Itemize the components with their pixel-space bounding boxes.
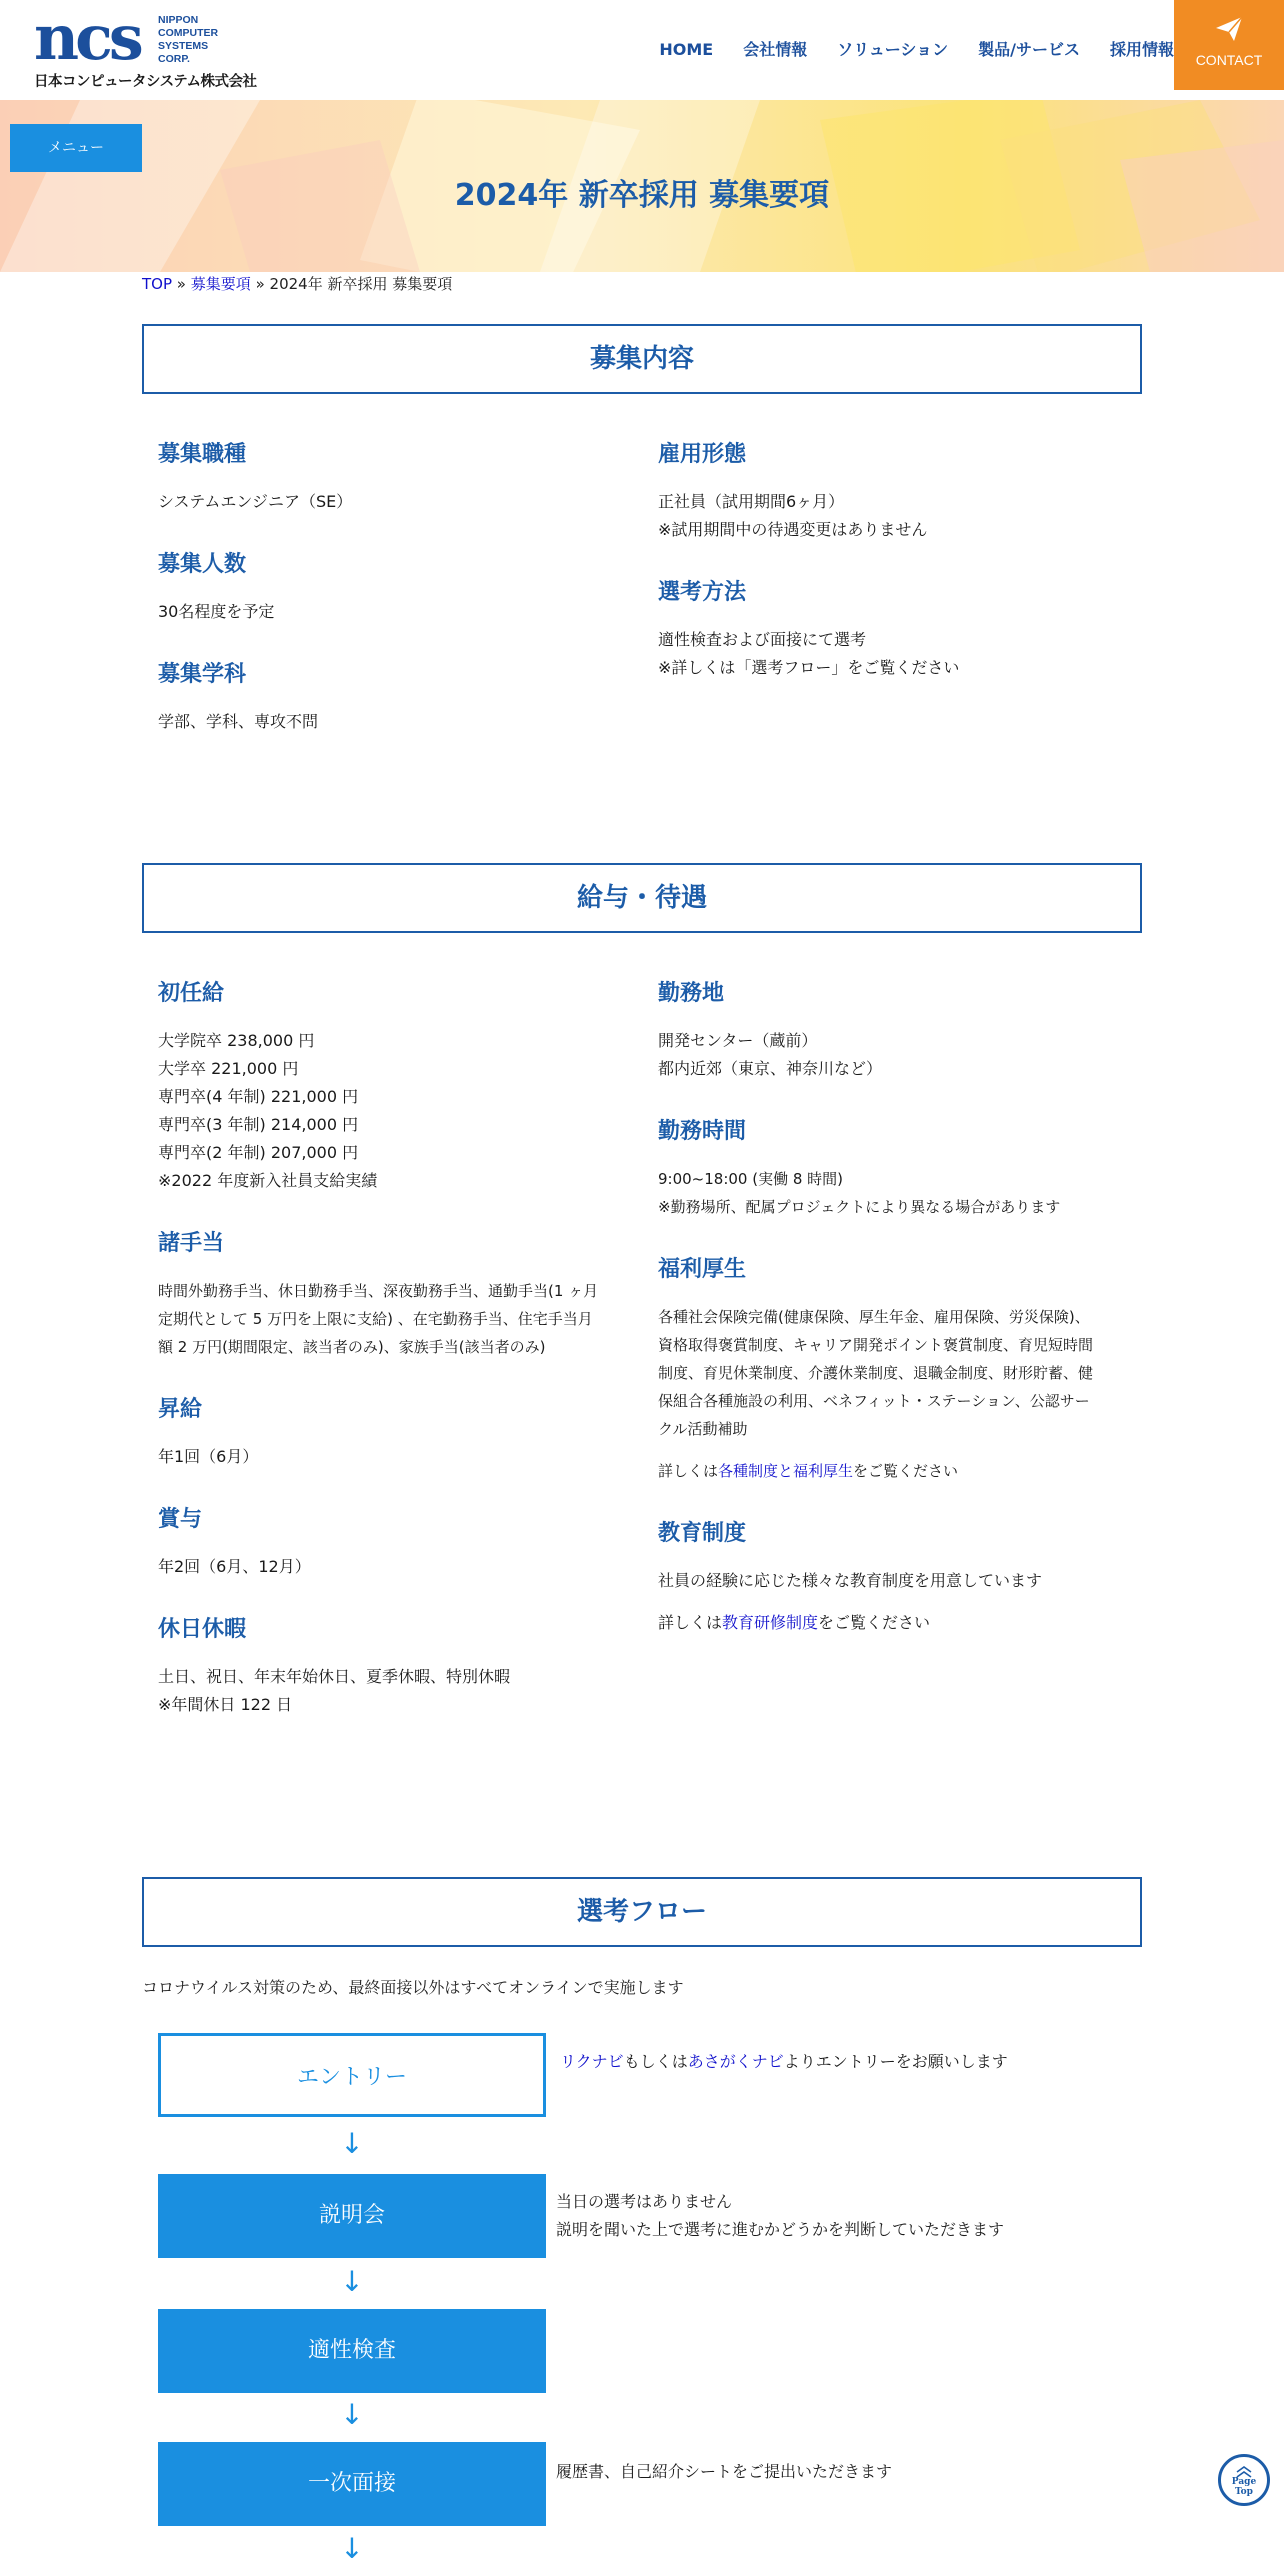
item-title: 勤務時間 [658,1119,747,1144]
page-top-label-line: Page [1231,2477,1257,2487]
item-line: 時間外勤務手当、休日勤務手当、深夜勤務手当、通勤手当(1 ヶ月 [158,1282,599,1300]
breadcrumb-top[interactable]: TOP [142,275,173,293]
item-body [158,598,638,626]
logo-english-name [158,14,218,66]
item-body [658,626,1138,682]
flow-desc-first-interview [556,2458,892,2486]
salary-item [158,1615,638,1719]
recruit-item [658,578,1138,682]
breadcrumb-separator: » [176,275,186,293]
nav-recruit[interactable]: 採用情報 [1109,40,1174,59]
item-line: 年1回（6月） [158,1447,259,1466]
more-info-line [658,1457,1148,1485]
nav-home[interactable]: HOME [659,40,714,59]
flow-desc-entry [560,2048,1008,2076]
item-body [658,1027,1148,1083]
item-body [158,1443,638,1471]
more-prefix: 詳しくは [658,1462,719,1480]
item-line: 専門卒(4 年制) 221,000 円 [158,1087,359,1106]
item-title: 賞与 [158,1507,203,1532]
flow-desc-line: 説明を聞いた上で選考に進むかどうかを判断していただきます [556,2220,1005,2239]
section-heading-flow: 選考フロー [142,1877,1142,1947]
item-title: 休日休暇 [158,1617,247,1642]
item-title: 初任給 [158,981,225,1006]
item-line: 土日、祝日、年末年始休日、夏季休暇、特別休暇 [158,1667,511,1686]
flow-arrow-icon: ↓ [340,2532,364,2565]
nav-solution[interactable]: ソリューション [837,40,949,59]
item-title: 募集学科 [158,662,247,687]
salary-right-column [658,979,1148,1671]
item-title: 教育制度 [658,1521,747,1546]
flow-arrow-icon: ↓ [340,2398,364,2431]
item-line: 額 2 万円(期間限定、該当者のみ)、家族手当(該当者のみ) [158,1338,546,1356]
item-line: 年2回（6月、12月） [158,1557,311,1576]
flow-desc-line: 当日の選考はありません [556,2192,733,2211]
global-nav [629,0,1174,100]
salary-item [158,1395,638,1471]
menu-button[interactable]: メニュー [10,124,142,172]
item-title: 勤務地 [658,981,725,1006]
salary-item [658,979,1148,1083]
item-line: 保組合各種施設の利用、ベネフィット・ステーション、公認サー [658,1392,1090,1410]
item-line: 開発センター（蔵前） [658,1031,818,1050]
item-line: 定期代として 5 万円を上限に支給) 、在宅勤務手当、住宅手当月 [158,1310,593,1328]
breadcrumb-separator: » [255,275,265,293]
training-link[interactable]: 教育研修制度 [722,1613,819,1632]
contact-button[interactable] [1174,0,1284,90]
flow-step-first-interview: 一次面接 [158,2442,546,2526]
welfare-link[interactable]: 各種制度と福利厚生 [718,1462,854,1480]
item-line: ※年間休日 122 日 [158,1695,293,1714]
recruit-left-column [158,440,638,770]
salary-item [158,979,638,1195]
item-line: 適性検査および面接にて選考 [658,630,867,649]
salary-item [658,1117,1148,1221]
item-body [658,488,1138,544]
flow-step-briefing: 説明会 [158,2174,546,2258]
salary-item [658,1255,1148,1485]
item-body [658,1567,1148,1637]
item-line: 正社員（試用期間6ヶ月） [658,492,845,511]
item-title: 募集職種 [158,442,247,467]
company-logo[interactable] [34,1,257,90]
recruit-item [658,440,1138,544]
breadcrumb [142,274,452,294]
item-body [158,1663,638,1719]
item-line: ※詳しくは「選考フロー」をご覧ください [658,658,960,677]
item-line: 9:00~18:00 (実働 8 時間) [658,1170,844,1188]
more-suffix: をご覧ください [853,1462,959,1480]
breadcrumb-recruit[interactable]: 募集要項 [190,275,251,293]
asagaku-navi-link[interactable]: あさがくナビ [687,2052,784,2071]
section-heading-salary: 給与・待遇 [142,863,1142,933]
item-body [658,1303,1148,1485]
nav-company[interactable]: 会社情報 [743,40,808,59]
item-body [158,1553,638,1581]
item-line: 制度、育児休業制度、介護休業制度、退職金制度、財形貯蓄、健 [658,1364,1094,1382]
paper-plane-icon [1214,14,1244,44]
item-line: 専門卒(2 年制) 207,000 円 [158,1143,359,1162]
logo-mark: ncs [34,1,140,74]
page-top-label-line: Top [1235,2487,1253,2497]
breadcrumb-current: 2024年 新卒採用 募集要項 [269,275,453,293]
item-line: 各種社会保険完備(健康保険、厚生年金、雇用保険、労災保険)、 [658,1308,1090,1326]
salary-item [658,1519,1148,1637]
item-line: 都内近郊（東京、神奈川など） [658,1059,883,1078]
flow-intro: コロナウイルス対策のため、最終面接以外はすべてオンラインで実施します [142,1978,684,1997]
more-prefix: 詳しくは [658,1613,723,1632]
flow-arrow-icon: ↓ [340,2127,364,2160]
salary-item [158,1229,638,1361]
section-heading-recruit: 募集内容 [142,324,1142,394]
flow-arrow-icon: ↓ [340,2265,364,2298]
rikunabi-link[interactable]: リクナビ [560,2052,624,2071]
logo-eng-line: SYSTEMS [158,40,209,52]
item-body [158,1027,638,1195]
item-title: 募集人数 [158,552,247,577]
logo-japanese-name: 日本コンピュータシステム株式会社 [34,74,257,90]
salary-item [158,1505,638,1581]
item-title: 雇用形態 [658,442,747,467]
item-line: 資格取得褒賞制度、キャリア開発ポイント褒賞制度、育児短時間 [658,1336,1094,1354]
recruit-item [158,440,638,516]
page-top-label [1221,2477,1267,2497]
item-line: 専門卒(3 年制) 214,000 円 [158,1115,359,1134]
item-line: 大学院卒 238,000 円 [158,1031,315,1050]
flow-desc-text: もしくは [623,2052,688,2071]
site-header [0,0,1284,100]
recruit-item [158,660,638,736]
flow-desc-line: 履歴書、自己紹介シートをご提出いただきます [556,2462,893,2481]
flow-step-aptitude-test: 適性検査 [158,2309,546,2393]
more-suffix: をご覧ください [818,1613,931,1632]
item-line: クル活動補助 [658,1420,748,1438]
flow-desc-briefing [556,2188,1004,2244]
item-line: 学部、学科、専攻不問 [158,712,319,731]
logo-eng-line: NIPPON [158,14,199,26]
item-line: システムエンジニア（SE） [158,492,353,511]
flow-desc-text: よりエントリーをお願いします [783,2052,1008,2071]
item-line: 社員の経験に応じた様々な教育制度を用意しています [658,1571,1043,1590]
item-line: ※2022 年度新入社員支給実績 [158,1171,378,1190]
item-line: 大学卒 221,000 円 [158,1059,299,1078]
salary-left-column [158,979,638,1753]
hero-banner [0,100,1284,272]
page-title: 2024年 新卒採用 募集要項 [454,178,830,213]
item-body [658,1165,1148,1221]
item-body [158,1277,638,1361]
item-body [158,708,638,736]
item-title: 諸手当 [158,1231,225,1256]
page-top-button[interactable] [1218,2454,1270,2506]
item-title: 選考方法 [658,580,747,605]
item-line: 30名程度を予定 [158,602,275,621]
item-body [158,488,638,516]
item-title: 昇給 [158,1397,203,1422]
contact-label: CONTACT [1195,52,1263,68]
item-line: ※勤務場所、配属プロジェクトにより異なる場合があります [658,1198,1061,1216]
logo-eng-line: CORP. [158,53,190,65]
item-line: ※試用期間中の待遇変更はありません [658,520,928,539]
flow-step-entry: エントリー [158,2033,546,2117]
recruit-right-column [658,440,1138,716]
nav-products[interactable]: 製品/サービス [978,40,1080,59]
item-title: 福利厚生 [658,1257,747,1282]
recruit-item [158,550,638,626]
logo-eng-line: COMPUTER [158,27,219,39]
more-info-line [658,1609,1148,1637]
